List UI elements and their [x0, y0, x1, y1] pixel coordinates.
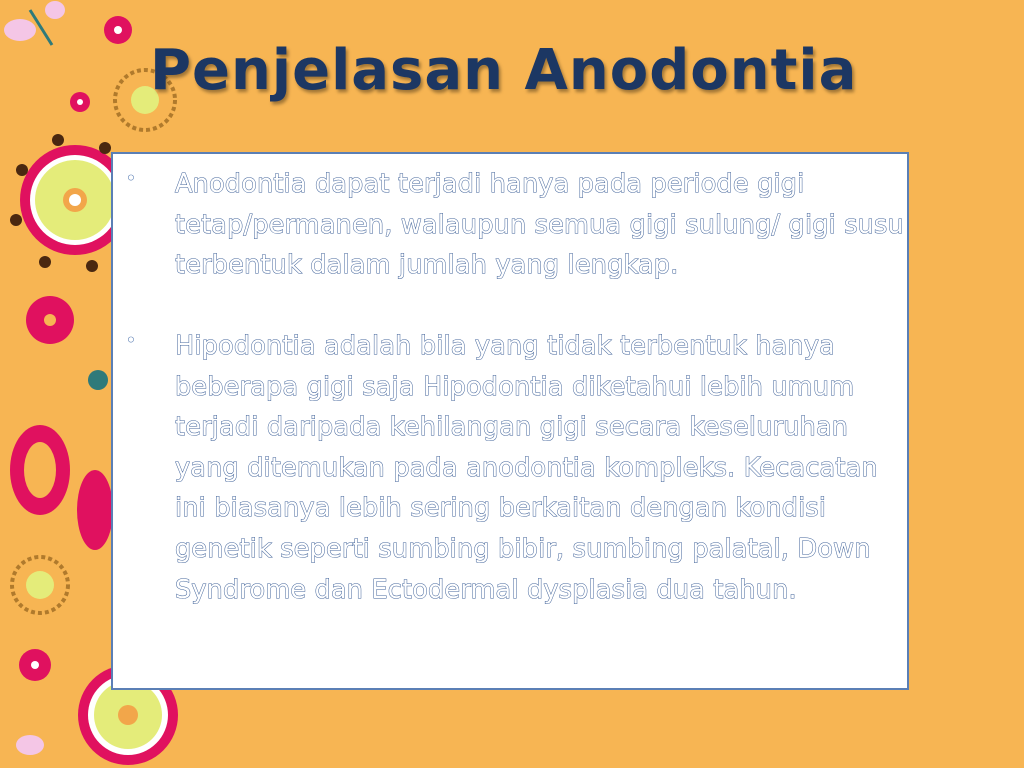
bullet-marker: ◦ [125, 328, 137, 352]
butterfly-icon [4, 1, 65, 45]
flower-icon [70, 92, 90, 112]
flower-icon [19, 649, 51, 681]
bullet-marker: ◦ [125, 166, 137, 190]
butterfly-icon [10, 425, 113, 550]
flower-icon [26, 296, 74, 344]
butterfly-icon [16, 735, 44, 755]
flower-icon [104, 16, 132, 44]
content-box [111, 152, 909, 690]
slide-title: Penjelasan Anodontia [150, 38, 858, 103]
bullet-text: Hipodontia adalah bila yang tidak terbentuk hanya beberapa gigi saja Hipodontia diketahui lebih umum terjadi daripada kehilangan gigi secara keseluruhan yang ditemukan pada anodontia kompleks. Kecacatan ini biasanya lebih sering berkaitan dengan kondisi genetik seperti sumbing bibir, sumbing palatal, Down Syndrome dan Ectodermal dysplasia dua tahun. [175, 331, 878, 605]
flower-icon [88, 370, 108, 390]
bullet-text: Anodontia dapat terjadi hanya pada periode gigi tetap/permanen, walaupun semua gigi sulung/ gigi susu terbentuk dalam jumlah yang lengkap. [175, 169, 904, 281]
flower-icon [12, 557, 68, 613]
